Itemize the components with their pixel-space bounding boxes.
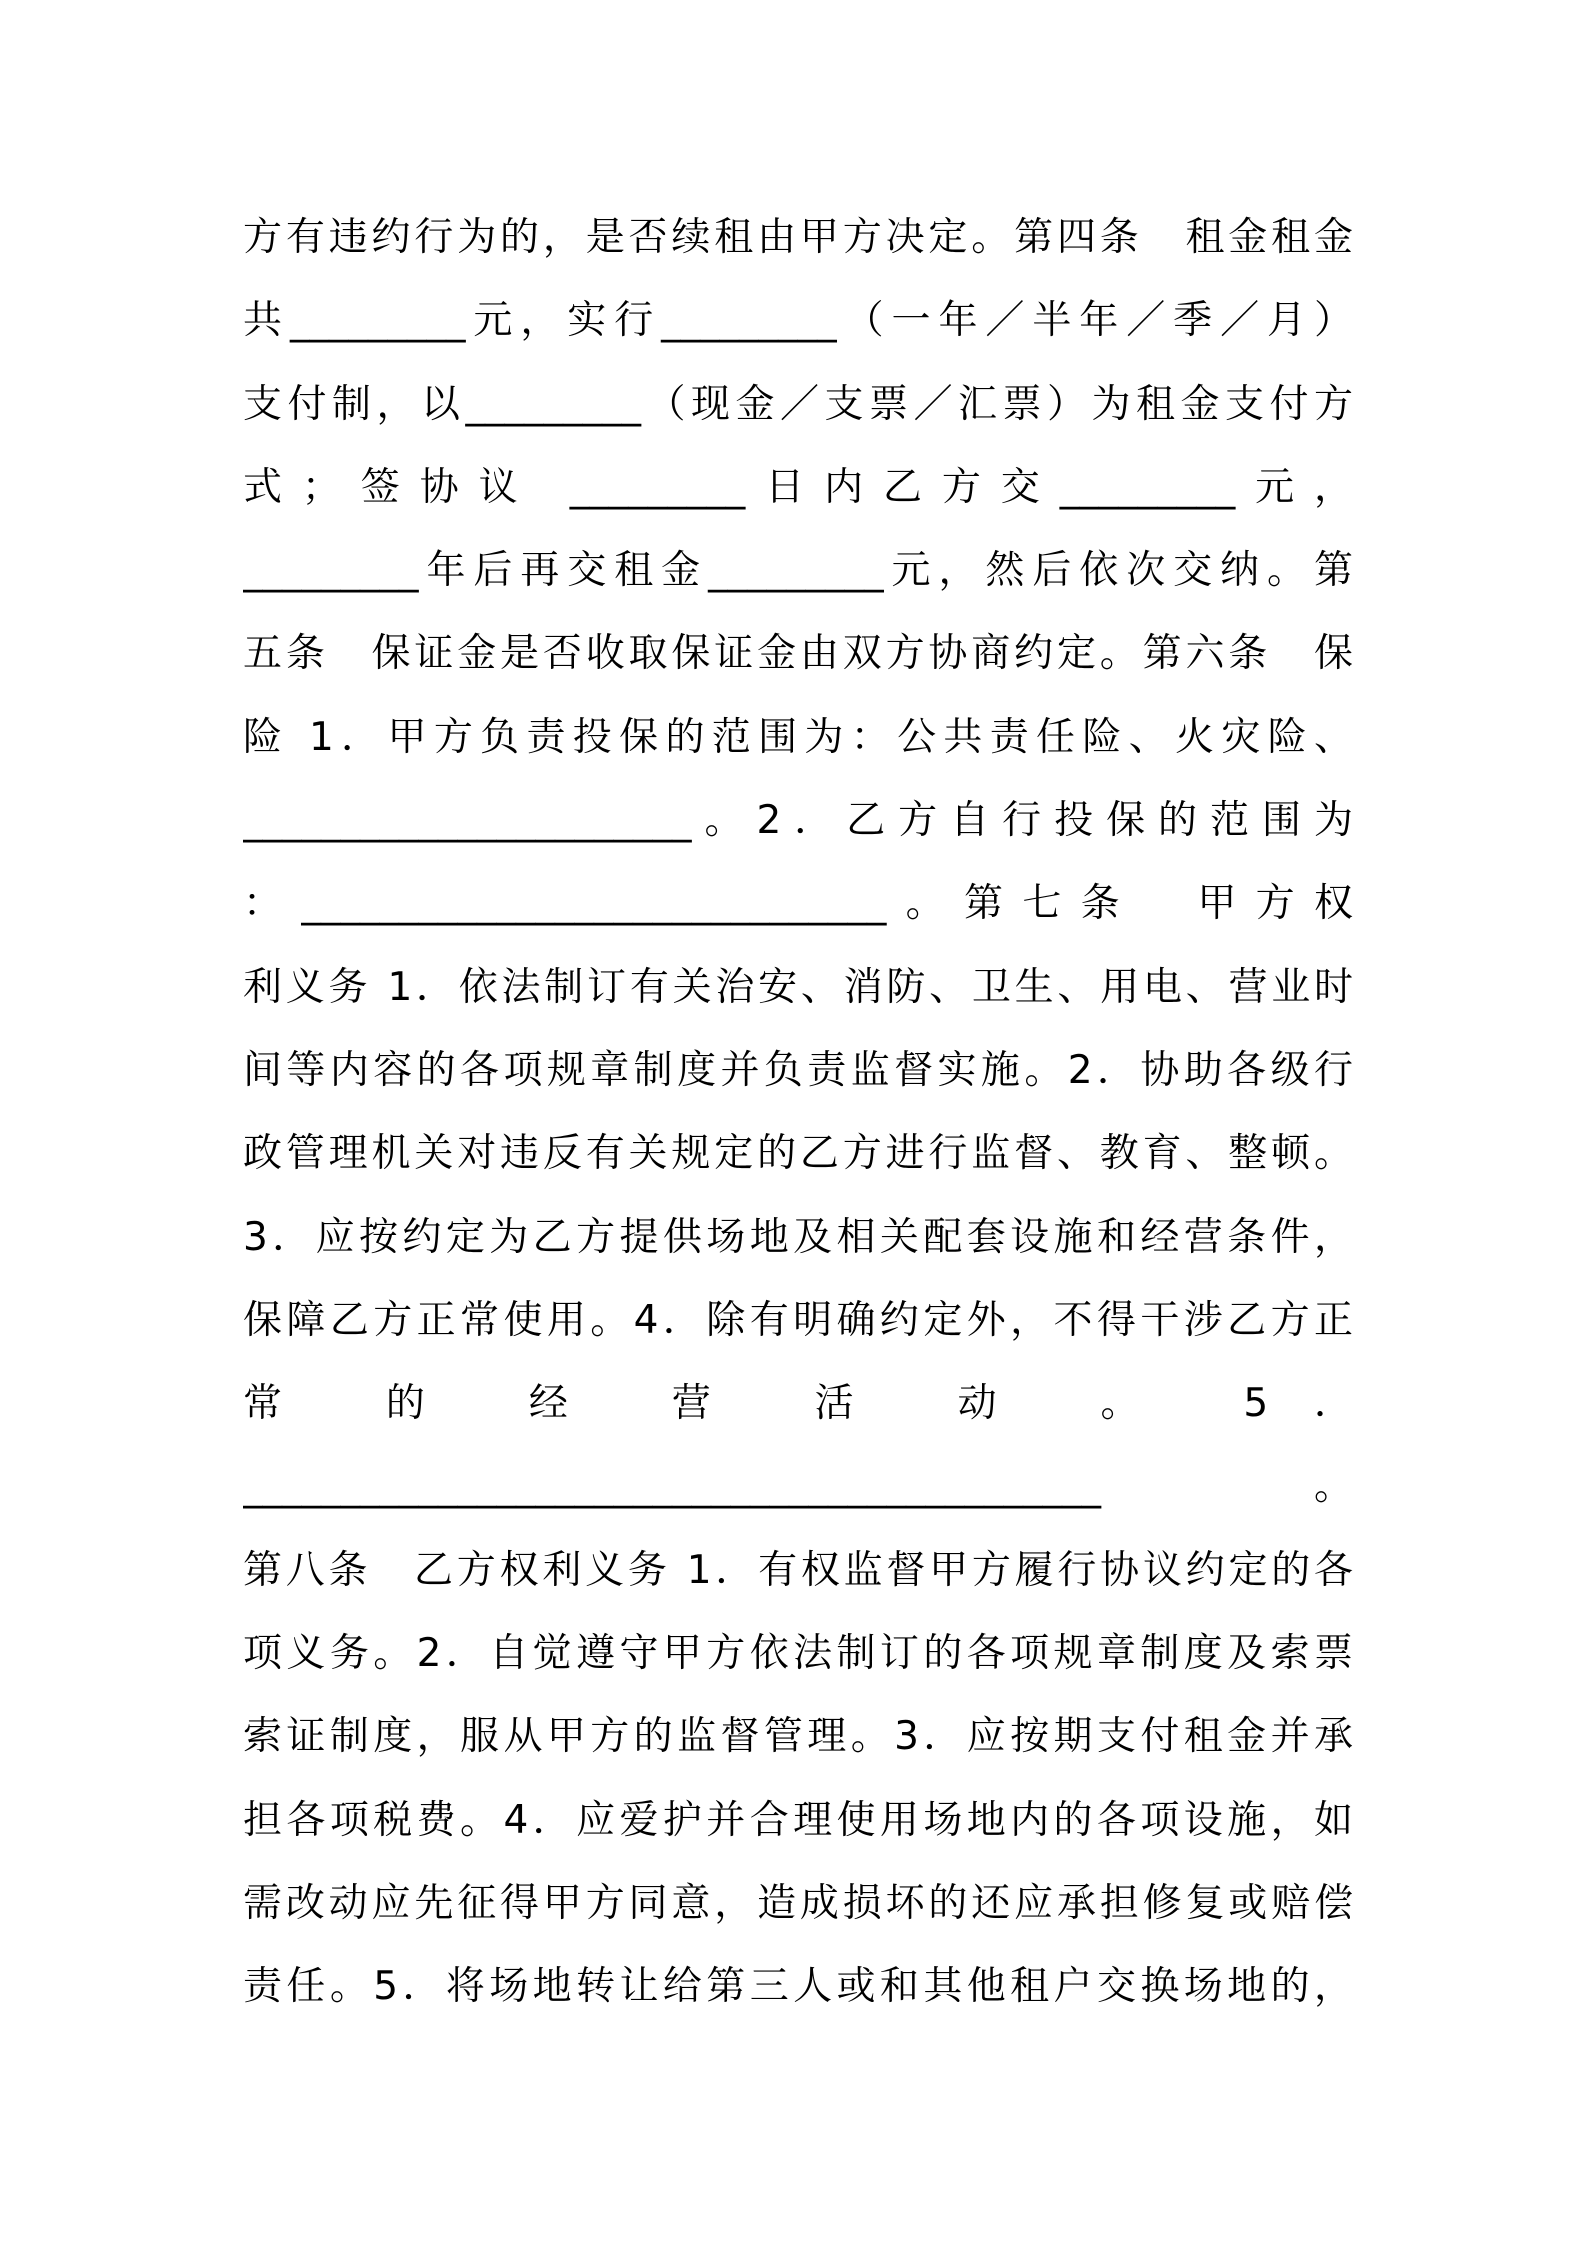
text-line: ____________________________________________。 xyxy=(243,1464,1353,1510)
text-line: 方有违约行为的，是否续租由甲方决定。第四条 租金租金 xyxy=(243,215,1353,260)
text-line: 项义务。2．自觉遵守甲方依法制订的各项规章制度及索票 xyxy=(243,1631,1353,1677)
text-line: 保障乙方正常使用。4．除有明确约定外，不得干涉乙方正 xyxy=(243,1297,1353,1343)
text-line: 险 1．甲方负责投保的范围为：公共责任险、火灾险、 xyxy=(243,714,1353,760)
text-line: 共_________元，实行_________（一年／半年／季／月） xyxy=(243,298,1353,344)
text-line: ：______________________________。第七条 甲方权 xyxy=(243,881,1353,927)
text-line: 3．应按约定为乙方提供场地及相关配套设施和经营条件， xyxy=(243,1214,1353,1260)
text-line: 支付制，以_________（现金／支票／汇票）为租金支付方 xyxy=(243,381,1353,427)
text-line: 责任。5．将场地转让给第三人或和其他租户交换场地的， xyxy=(243,1964,1353,2010)
text-line: 需改动应先征得甲方同意，造成损坏的还应承担修复或赔偿 xyxy=(243,1880,1353,1926)
text-line: 常 的 经 营 活 动 。 5． xyxy=(243,1381,1353,1427)
text-line: 五条 保证金是否收取保证金由双方协商约定。第六条 保 xyxy=(243,631,1353,677)
contract-body-text xyxy=(243,196,1353,2029)
text-line: 担各项税费。4．应爱护并合理使用场地内的各项设施，如 xyxy=(243,1797,1353,1843)
text-line: 间等内容的各项规章制度并负责监督实施。2．协助各级行 xyxy=(243,1047,1353,1093)
text-line: 利义务 1．依法制订有关治安、消防、卫生、用电、营业时 xyxy=(243,964,1353,1010)
text-line: 政管理机关对违反有关规定的乙方进行监督、教育、整顿。 xyxy=(243,1131,1353,1177)
text-line: 索证制度，服从甲方的监督管理。3．应按期支付租金并承 xyxy=(243,1714,1353,1760)
text-line: 式；签协议 _________日内乙方交_________元， xyxy=(243,464,1353,510)
text-line: _________年后再交租金_________元，然后依次交纳。第 xyxy=(243,548,1353,594)
text-line: 第八条 乙方权利义务 1．有权监督甲方履行协议约定的各 xyxy=(243,1547,1353,1593)
text-line: _______________________。2．乙方自行投保的范围为 xyxy=(243,798,1353,844)
